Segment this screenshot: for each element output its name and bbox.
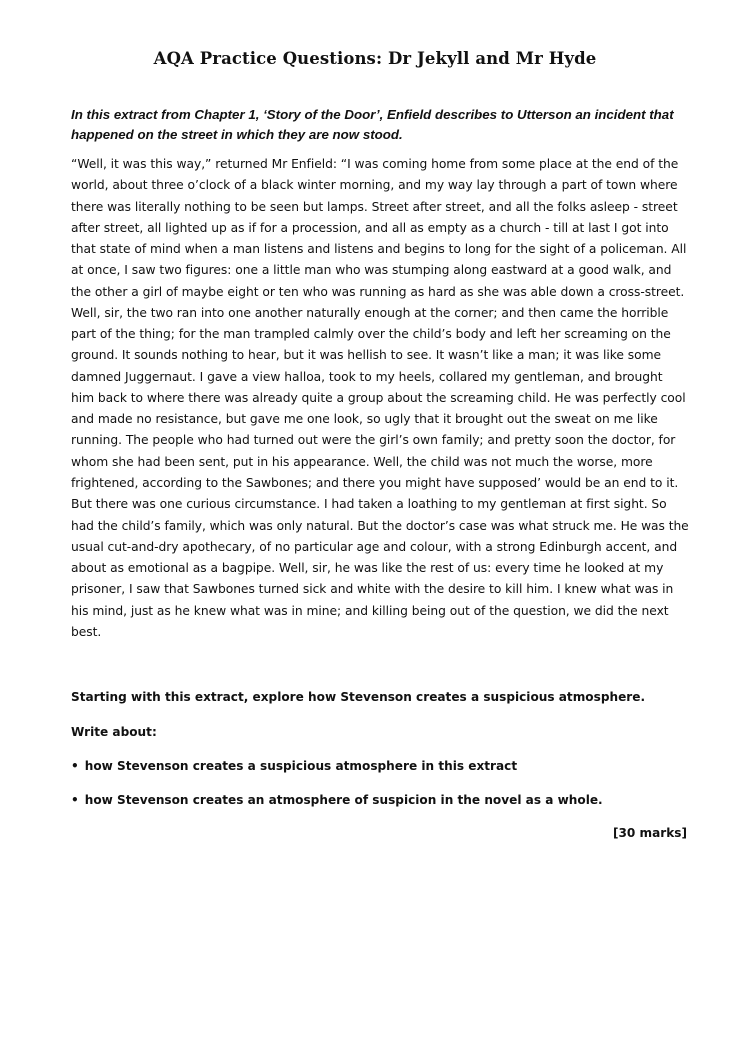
extract-line: But there was one curious circumstance. I had taken a loathing to my gentleman at first sight. So [71,497,667,512]
bullet-icon: • [71,759,79,773]
extract-line: frightened, according to the Sawbones; and there you might have supposed’ would be an end to it. [71,475,679,490]
extract-line: about as emotional as a bagpipe. Well, sir, he was like the rest of us: every time he looked at my [71,561,664,576]
extract-line: damned Juggernaut. I gave a view halloa, took to my heels, collared my gentleman, and brought [71,369,663,384]
extract-line: his mind, just as he knew what was in mine; and killing being out of the question, we did the next [71,603,669,618]
extract-line: the other a girl of maybe eight or ten who was running as hard as she was able down a cross-street. [71,284,685,299]
bullet-text: how Stevenson creates a suspicious atmosphere in this extract [84,759,518,773]
extract-line: usual cut-and-dry apothecary, of no particular age and colour, with a strong Edinburgh accent, and [71,539,678,554]
extract-line: there was literally nothing to be seen but lamps. Street after street, and all the folks asleep - street [71,199,678,214]
extract-line: world, about three o’clock of a black winter morning, and my way lay through a part of town where [71,178,678,193]
write-about-label: Write about: [71,725,157,739]
marks-label: [30 marks] [612,826,687,840]
extract-line: at once, I saw two figures: one a little man who was stumping along eastward at a good walk, and [71,263,672,278]
bullet-text: how Stevenson creates an atmosphere of suspicion in the novel as a whole. [84,793,603,807]
extract-line: that state of mind when a man listens and listens and begins to long for the sight of a policeman. All [71,242,687,257]
question-bullet [71,759,517,773]
question-prompt: Starting with this extract, explore how Stevenson creates a suspicious atmosphere. [71,690,646,704]
extract-line: best. [71,624,102,639]
question-bullet [71,793,603,807]
extract-line: Well, sir, the two ran into one another naturally enough at the corner; and then came the horrible [71,305,669,320]
extract-introduction: In this extract from Chapter 1, ‘Story of the Door’, Enfield describes to Utterson an incident that happened on the street in which they are now stood. [71,107,674,142]
extract-line: part of the thing; for the man trampled calmly over the child’s body and left her screaming on the [71,327,671,342]
extract-line: ground. It sounds nothing to hear, but it was hellish to see. It wasn’t like a man; it was like some [71,348,662,363]
extract-line: “Well, it was this way,” returned Mr Enfield: “I was coming home from some place at the end of the [71,157,679,171]
extract-passage [71,154,689,643]
bullet-icon: • [71,793,79,807]
extract-line: prisoner, I saw that Sawbones turned sick and white with the desire to kill him. I knew what was in [71,582,674,597]
page-title: AQA Practice Questions: Dr Jekyll and Mr Hyde [153,49,597,68]
extract-line: whom she had been sent, put in his appearance. Well, the child was not much the worse, more [71,454,653,469]
extract-line: running. The people who had turned out were the girl’s own family; and pretty soon the doctor, for [71,433,676,448]
extract-line: had the child’s family, which was only natural. But the doctor’s case was what struck me. He was the [71,518,689,533]
extract-line: him back to where there was already quite a group about the screaming child. He was perfectly cool [71,390,686,405]
extract-line: and made no resistance, but gave me one look, so ugly that it brought out the sweat on me like [71,412,658,427]
extract-line: after street, all lighted up as if for a procession, and all as empty as a church - till at last I got into [71,220,669,235]
